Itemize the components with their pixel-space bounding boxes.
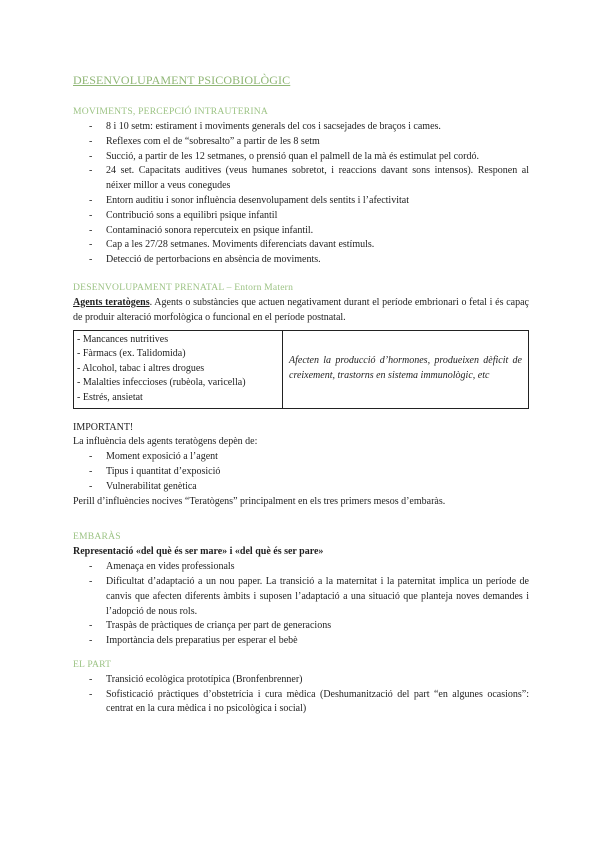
- teratogen-definition-text: . Agents o substàncies que actuen negativament durant el període embrionari o fetal i és capaç de produir alteració morfològica o funcional en el període postnatal.: [73, 296, 529, 323]
- list-item: - Cap a les 27/28 setmanes. Moviments diferenciats davant estímuls.: [89, 238, 529, 253]
- list-item: - Contaminació sonora repercuteix en psique infantil.: [89, 224, 529, 239]
- list-item: - Traspàs de pràctiques de criança per part de generacions: [89, 619, 529, 634]
- list-item: - Transició ecològica prototípica (Bronfenbrenner): [89, 673, 529, 688]
- table-cause-item: - Malalties infeccioses (rubèola, varicella): [77, 377, 246, 389]
- pregnancy-list: [73, 560, 529, 649]
- list-item: - Amenaça en vides professionals: [89, 560, 529, 575]
- list-item: - Tipus i quantitat d’exposició: [89, 465, 529, 480]
- section-heading-prenatal: DESENVOLUPAMENT PRENATAL – Entorn Matern: [73, 281, 294, 293]
- document-page: [73, 73, 529, 717]
- section-heading-pregnancy: EMBARÀS: [73, 531, 121, 543]
- list-item: - Vulnerabilitat genètica: [89, 480, 529, 495]
- list-item: - Reflexes com el de “sobresalto” a partir de les 8 setm: [89, 135, 529, 150]
- list-item: - 8 i 10 setm: estirament i moviments generals del cos i sacsejades de braços i cames.: [89, 120, 529, 135]
- list-item: - Contribució sons a equilibri psique infantil: [89, 209, 529, 224]
- list-item: - 24 set. Capacitats auditives (veus humanes sobretot, i reaccions davant sons intensos). Responen al néixer millor a veus conegudes: [89, 164, 529, 194]
- table-cause-item: - Alcohol, tabac i altres drogues: [77, 362, 205, 374]
- movements-list: [73, 120, 529, 268]
- teratogen-effects-cell: Afecten la producció d’hormones, produeixen dèficit de creixement, trastorns en sistema immunològic, etc: [283, 330, 529, 408]
- section-heading-birth: EL PART: [73, 658, 112, 670]
- list-item: - Detecció de pertorbacions en absència de moviments.: [89, 253, 529, 268]
- list-item: - Dificultat d’adaptació a un nou paper. La transició a la maternitat i la paternitat implica un període de canvis que afecten diferents àmbits i suposen l’adaptació a una situació que planteja noves demandes i l’adopció de nous rols.: [89, 575, 529, 619]
- influence-list: [73, 450, 529, 494]
- list-item: - Entorn auditiu i sonor influència desenvolupament dels sentits i l’afectivitat: [89, 194, 529, 209]
- teratogen-definition: [73, 296, 529, 326]
- teratogen-term: Agents teratògens: [73, 296, 150, 308]
- list-item: - Sofisticació pràctiques d’obstetrícia i cura mèdica (Deshumanització del part “en algunes ocasions”: centrat en la cura mèdica i no psicològica i social): [89, 688, 529, 718]
- section-heading-movements: MOVIMENTS, PERCEPCIÓ INTRAUTERINA: [73, 106, 269, 117]
- table-cause-item: - Fàrmacs (ex. Talidomida): [77, 348, 186, 360]
- teratogen-table: [73, 330, 529, 409]
- list-item: - Moment exposició a l’agent: [89, 450, 529, 465]
- table-cause-item: - Estrés, ansietat: [77, 391, 143, 403]
- danger-note: Perill d’influències nocives “Teratògens” principalment en els tres primers mesos d’embaràs.: [73, 495, 446, 507]
- teratogen-causes-cell: [74, 330, 283, 408]
- list-item: - Importància dels preparatius per esperar el bebè: [89, 634, 529, 649]
- important-label: IMPORTANT!: [73, 421, 134, 433]
- representation-subheading: Representació «del què és ser mare» i «del què és ser pare»: [73, 546, 324, 558]
- table-cause-item: - Mancances nutritives: [77, 333, 169, 345]
- list-item: - Succió, a partir de les 12 setmanes, o prensió quan el palmell de la mà és estimulat pel cordó.: [89, 150, 529, 165]
- birth-list: [73, 673, 529, 717]
- document-title: DESENVOLUPAMENT PSICOBIOLÒGIC: [73, 73, 291, 87]
- influence-intro: La influència dels agents teratògens depèn de:: [73, 436, 258, 448]
